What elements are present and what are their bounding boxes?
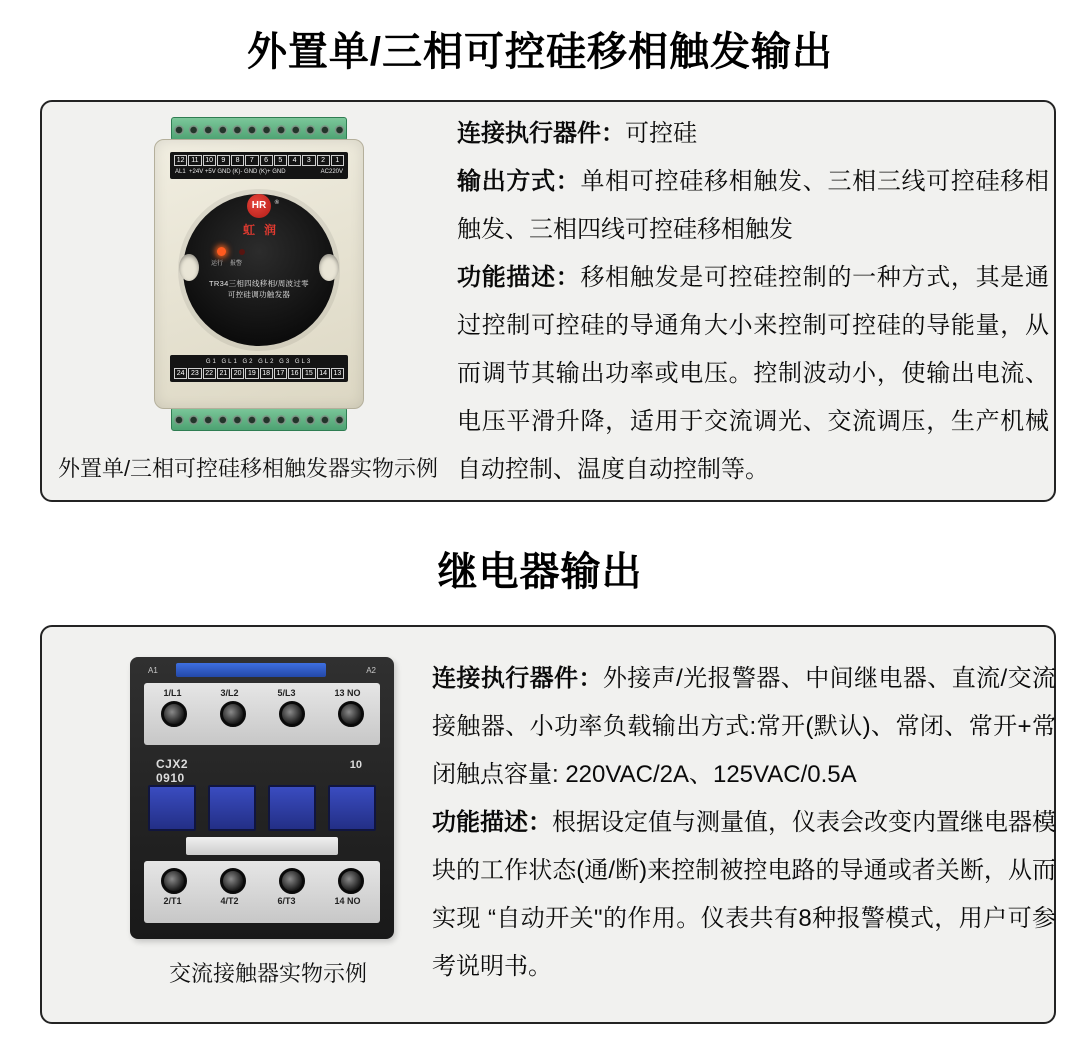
screw bbox=[279, 701, 305, 727]
contactor-coil-strip bbox=[176, 663, 326, 677]
terminal-number: 10 bbox=[203, 155, 216, 166]
screw bbox=[279, 868, 305, 894]
spec-label: 连接执行器件： bbox=[457, 120, 625, 147]
alarm-led-label: 报警 bbox=[230, 261, 243, 267]
section2-specs bbox=[432, 655, 1056, 991]
section2-panel bbox=[40, 625, 1056, 1024]
terminal-label: 4/T2 bbox=[220, 896, 239, 906]
terminal-number: 4 bbox=[288, 155, 301, 166]
terminal-number: 9 bbox=[217, 155, 230, 166]
terminal-number: 22 bbox=[203, 368, 216, 379]
bottom-pin-label-row bbox=[174, 359, 344, 365]
run-led-icon bbox=[217, 247, 226, 256]
device-model-line1: TR34三相四线移相/周波过零 bbox=[209, 279, 309, 288]
spec-label: 输出方式： bbox=[457, 168, 581, 195]
blue-block bbox=[148, 785, 196, 831]
screw bbox=[338, 868, 364, 894]
registered-mark: ® bbox=[274, 200, 279, 206]
section2-title: 继电器输出 bbox=[437, 550, 643, 594]
section1-title: 外置单/三相可控硅移相触发输出 bbox=[246, 30, 834, 74]
coil-terminal-a2: A2 bbox=[366, 666, 376, 675]
alarm-led-icon bbox=[239, 249, 245, 255]
section1-specs bbox=[457, 110, 1049, 494]
top-pin-label-row bbox=[174, 169, 344, 175]
spec-label: 功能描述： bbox=[432, 809, 552, 836]
screw bbox=[220, 868, 246, 894]
screw bbox=[220, 701, 246, 727]
contactor-slider bbox=[186, 837, 338, 855]
spec-text: 单相可控硅移相触发、三相三线可控硅移相触发、三相四线可控硅移相触发 bbox=[457, 168, 1050, 243]
terminal-number: 16 bbox=[288, 368, 301, 379]
spec-label: 功能描述： bbox=[457, 264, 581, 291]
section1-photo-caption: 外置单/三相可控硅移相触发器实物示例 bbox=[57, 456, 439, 481]
top-label-strip bbox=[170, 152, 348, 179]
terminal-label: 13 NO bbox=[334, 688, 361, 698]
terminal-number: 21 bbox=[217, 368, 230, 379]
terminal-number: 3 bbox=[302, 155, 315, 166]
screw bbox=[338, 701, 364, 727]
terminal-number: 17 bbox=[274, 368, 287, 379]
spec-function-description bbox=[432, 799, 1056, 991]
bottom-terminal-screws bbox=[144, 868, 380, 894]
model-line1: CJX2 bbox=[156, 757, 189, 771]
spec-connect-device bbox=[457, 110, 1049, 158]
terminal-number: 13 bbox=[331, 368, 344, 379]
bottom-terminal-numbers bbox=[174, 368, 344, 379]
mounting-hole-right bbox=[319, 254, 339, 281]
spec-text: 可控硅 bbox=[625, 120, 697, 147]
device-model-line2: 可控硅调功触发器 bbox=[227, 290, 291, 299]
terminal-label: 2/T1 bbox=[163, 896, 182, 906]
terminal-number: 1 bbox=[331, 155, 344, 166]
terminal-label: 3/L2 bbox=[220, 688, 239, 698]
contactor-model bbox=[156, 757, 188, 785]
terminal-number: 23 bbox=[188, 368, 201, 379]
terminal-number: 24 bbox=[174, 368, 187, 379]
terminal-number: 5 bbox=[274, 155, 287, 166]
screw bbox=[161, 701, 187, 727]
contactor-bottom-terminal-band bbox=[144, 861, 380, 923]
blue-block bbox=[208, 785, 256, 831]
run-led-label: 运行 bbox=[211, 261, 224, 267]
terminal-number: 11 bbox=[188, 155, 201, 166]
trigger-module-body bbox=[154, 139, 364, 409]
terminal-number: 14 bbox=[317, 368, 330, 379]
spec-text: 根据设定值与测量值，仪表会改变内置继电器模块的工作状态(通/断)来控制被控电路的导通或者关断，从而实现 “自动开关"的作用。仪表共有8种报警模式，用户可参考说明书。 bbox=[432, 809, 1056, 980]
coil-terminal-a1: A1 bbox=[148, 666, 158, 675]
bottom-pin-labels: G1 GL1 G2 GL2 G3 GL3 bbox=[205, 359, 313, 365]
terminal-number: 2 bbox=[317, 155, 330, 166]
terminal-number: 15 bbox=[302, 368, 315, 379]
status-leds bbox=[217, 247, 335, 256]
terminal-label: 5/L3 bbox=[277, 688, 296, 698]
blue-block bbox=[268, 785, 316, 831]
top-pin-labels: AL1 +24V +5V GND (K)- GND (K)+ GND bbox=[175, 169, 286, 175]
terminal-label: 1/L1 bbox=[163, 688, 182, 698]
top-terminal-screws bbox=[144, 701, 380, 727]
brand-name: 虹润 bbox=[242, 223, 285, 237]
terminal-number: 8 bbox=[231, 155, 244, 166]
mounting-hole-left bbox=[179, 254, 199, 281]
terminal-number: 12 bbox=[174, 155, 187, 166]
terminal-label: 6/T3 bbox=[277, 896, 296, 906]
terminal-number: 20 bbox=[231, 368, 244, 379]
brand-logo-icon bbox=[247, 194, 279, 218]
spec-connect-device bbox=[432, 655, 1056, 799]
spec-label: 连接执行器件： bbox=[432, 665, 603, 692]
bottom-label-strip bbox=[170, 355, 348, 382]
terminal-number: 7 bbox=[245, 155, 258, 166]
trigger-module-photo bbox=[154, 117, 364, 431]
contactor-photo bbox=[130, 657, 394, 939]
aux-contact-code: 10 bbox=[349, 759, 362, 771]
section1-panel bbox=[40, 100, 1056, 502]
top-terminal-labels bbox=[144, 688, 380, 698]
spec-text: 外接声/光报警器、中间继电器、直流/交流接触器、小功率负载输出方式:常开(默认)、常闭、常开+常闭触点容量: 220VAC/2A、125VAC/0.5A bbox=[432, 665, 1056, 788]
spec-function-description bbox=[457, 254, 1049, 494]
logo-text: HR bbox=[251, 200, 267, 211]
power-label: AC220V bbox=[320, 169, 343, 175]
terminal-block-bottom bbox=[171, 407, 347, 431]
contactor-top-terminal-band bbox=[144, 683, 380, 745]
model-line2: 0910 bbox=[156, 771, 185, 785]
led-label-row bbox=[211, 258, 335, 267]
spec-text: 移相触发是可控硅控制的一种方式，其是通过控制可控硅的导通角大小来控制可控硅的导能量，从而调节其输出功率或电压。控制波动小，使输出电流、电压平滑升降，适用于交流调光、交流调压，生产机械自动控制、温度自动控制等。 bbox=[457, 264, 1050, 483]
front-panel-circle bbox=[183, 194, 335, 346]
bottom-terminal-labels bbox=[144, 896, 380, 906]
terminal-label: 14 NO bbox=[334, 896, 361, 906]
section2-photo-caption: 交流接触器实物示例 bbox=[168, 961, 367, 986]
terminal-number: 6 bbox=[260, 155, 273, 166]
spec-output-mode bbox=[457, 158, 1049, 254]
terminal-number: 18 bbox=[260, 368, 273, 379]
terminal-number: 19 bbox=[245, 368, 258, 379]
blue-block bbox=[328, 785, 376, 831]
contactor-blue-blocks bbox=[148, 785, 376, 831]
terminal-block-top bbox=[171, 117, 347, 141]
top-terminal-numbers bbox=[174, 155, 344, 166]
screw bbox=[161, 868, 187, 894]
